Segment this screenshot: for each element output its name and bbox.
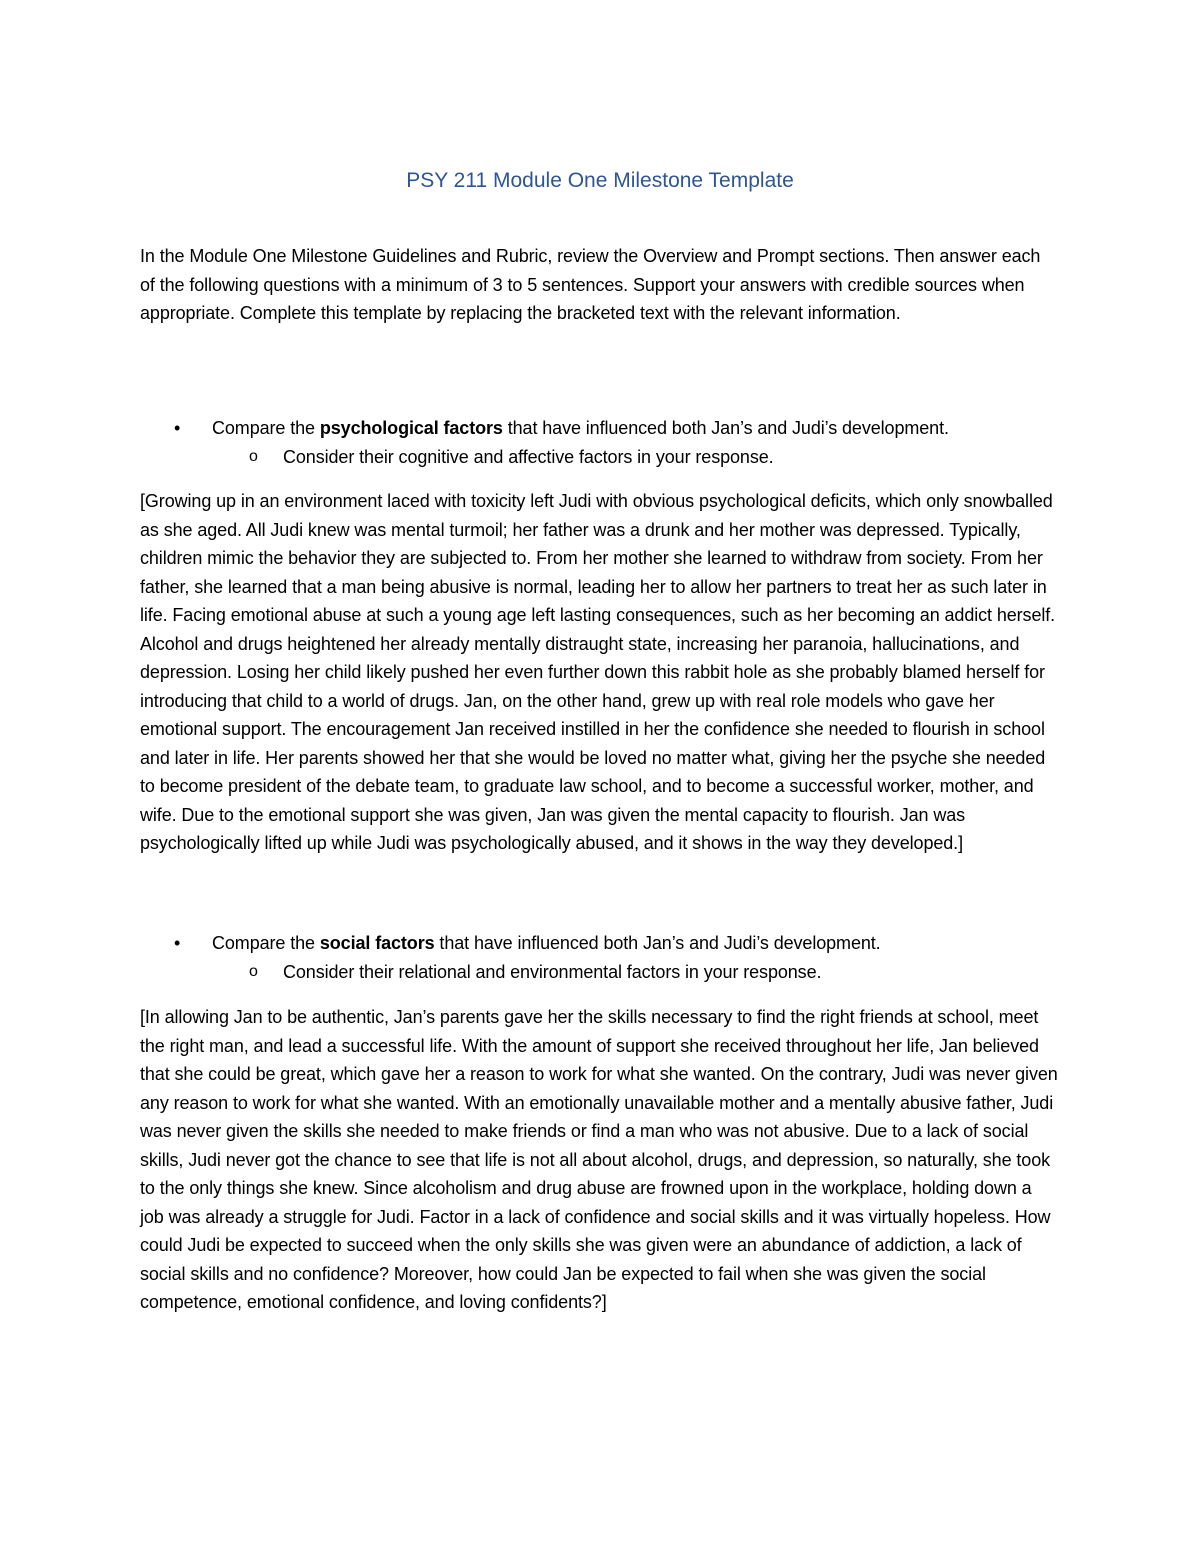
question-1-sub-text: Consider their cognitive and affective factors in your response. [283,447,774,467]
sub-bullet-icon: o [249,448,258,465]
question-1 [140,414,1132,442]
question-2-sub [140,958,1200,986]
bullet-icon: • [174,418,181,438]
answer-1-paragraph: [Growing up in an environment laced with toxicity left Judi with obvious psychological deficits, which only snowballed as she aged. All Judi knew was mental turmoil; her father was a drunk and her mother was depressed. Typically, children mimic the behavior they are subjected to. From her mother she learned to withdraw from society. From her father, she learned that a man being abusive is normal, leading her to allow her partners to treat her as such later in life. Facing emotional abuse at such a young age left lasting consequences, such as her becoming an addict herself. Alcohol and drugs heightened her already mentally distraught state, increasing her paranoia, hallucinations, and depression. Losing her child likely pushed her even further down this rabbit hole as she probably blamed herself for introducing that child to a world of drugs. Jan, on the other hand, grew up with real role models who gave her emotional support. The encouragement Jan received instilled in her the confidence she needed to flourish in school and later in life. Her parents showed her that she would be loved no matter what, giving her the psyche she needed to become president of the debate team, to graduate law school, and to become a successful worker, mother, and wife. Due to the emotional support she was given, Jan was given the mental capacity to flourish. Jan was psychologically lifted up while Judi was psychologically abused, and it shows in the way they developed.] [140,491,1056,853]
question-2-text-pre: Compare the [212,933,320,953]
question-2-text-bold: social factors [319,933,435,953]
bullet-icon: • [174,933,181,953]
document-title: PSY 211 Module One Milestone Template [406,169,794,192]
question-2 [140,929,1132,957]
sub-bullet-icon: o [249,963,258,980]
answer-2-paragraph: [In allowing Jan to be authentic, Jan’s parents gave her the skills necessary to find the right friends at school, meet the right man, and lead a successful life. With the amount of support she received throughout her life, Jan believed that she could be great, which gave her a reason to work for what she wanted. On the contrary, Judi was never given any reason to work for what she wanted. With an emotionally unavailable mother and a mentally abusive father, Judi was never given the skills she needed to make friends or find a man who was not abusive. Due to a lack of social skills, Judi never got the chance to see that life is not all about alcohol, drugs, and depression, so naturally, she took to the only things she knew. Since alcoholism and drug abuse are frowned upon in the workplace, holding down a job was already a struggle for Judi. Factor in a lack of confidence and social skills and it was virtually hopeless. How could Judi be expected to succeed when the only skills she was given were an abundance of addiction, a lack of social skills and no confidence? Moreover, how could Jan be expected to fail when she was given the social competence, emotional confidence, and loving confidents?] [140,1007,1058,1312]
question-2-text-post: that have influenced both Jan’s and Judi’s development. [434,933,881,953]
question-1-text-pre: Compare the [212,418,320,438]
question-1-text-bold: psychological factors [319,418,503,438]
question-1-text-post: that have influenced both Jan’s and Judi’s development. [502,418,949,438]
question-1-sub [140,443,1200,471]
instructions-paragraph: In the Module One Milestone Guidelines and Rubric, review the Overview and Prompt sections. Then answer each of the following questions with a minimum of 3 to 5 sentences. Support your answers with credible sources when appropriate. Complete this template by replacing the bracketed text with the relevant information. [140,246,1041,323]
question-2-sub-text: Consider their relational and environmental factors in your response. [283,962,822,982]
